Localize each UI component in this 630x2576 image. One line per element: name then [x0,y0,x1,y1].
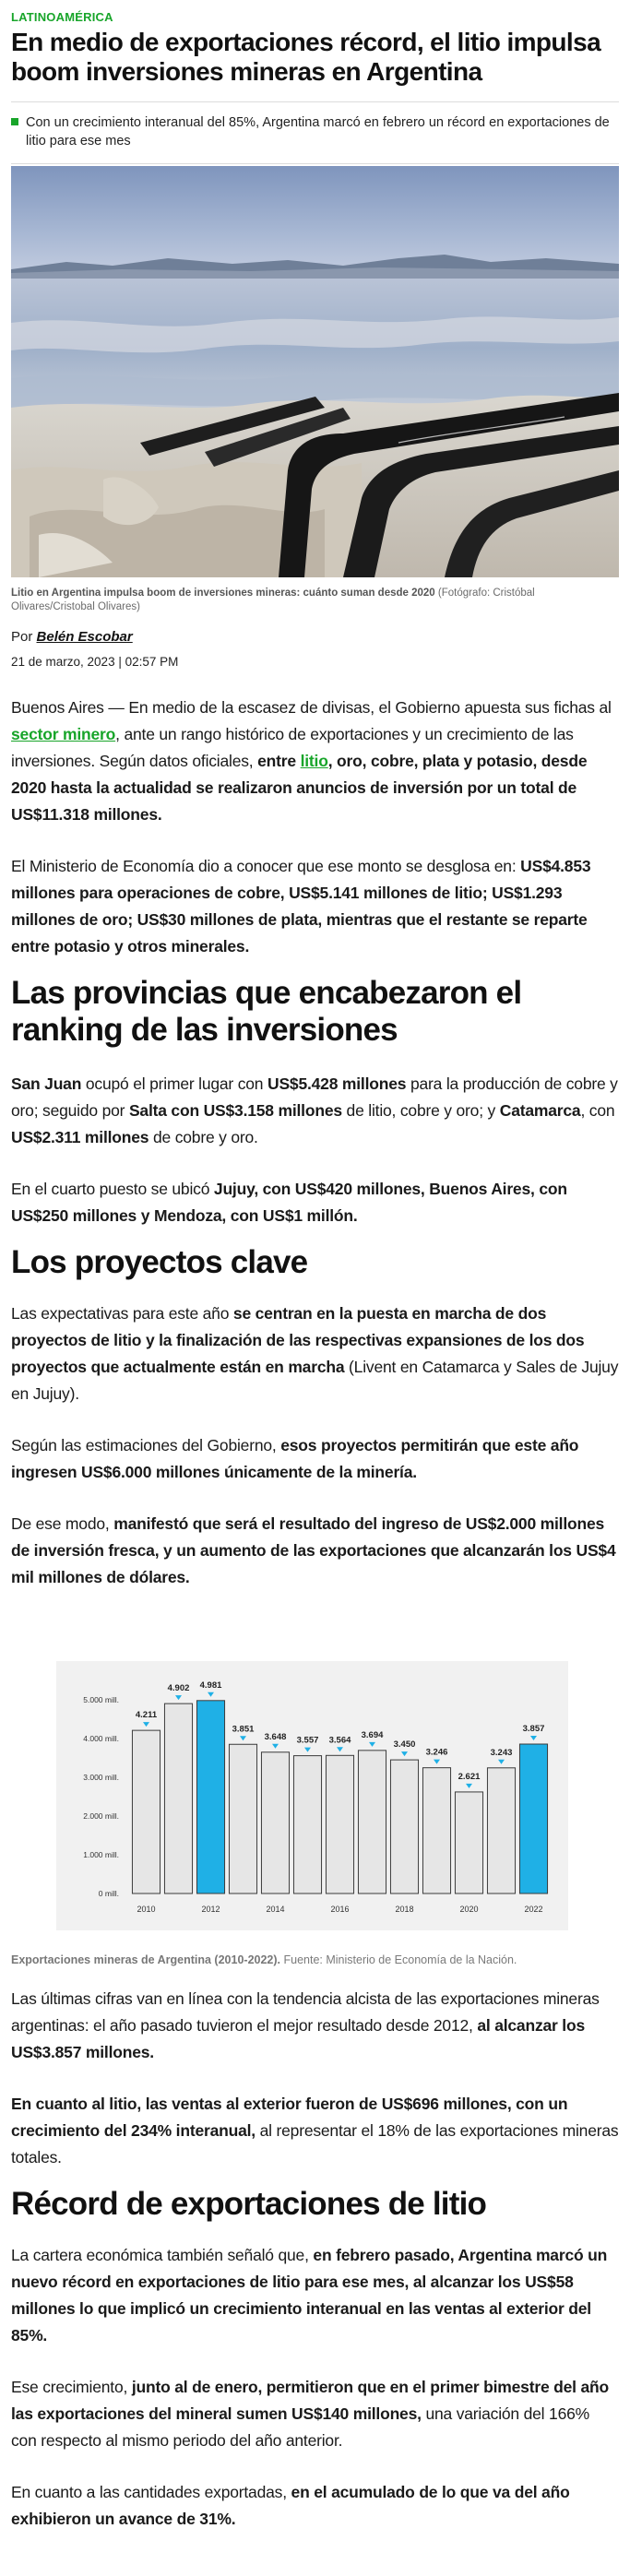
bar-2010 [132,1730,160,1893]
bar-value-label: 3.564 [328,1735,351,1746]
text-bold: manifestó que será el resultado del ingreso de US$2.000 millones de inversión fresca, y un aumento de las exportaciones que alcanzarán los US$4 mil millones de dólares. [11,1514,616,1586]
text: Las últimas cifras van en línea con la tendencia alcista de las exportaciones mineras argentinas: el año pasado tuvieron el mejor resultado desde 2012, [11,1989,600,2035]
article-subhead: Con un crecimiento interanual del 85%, Argentina marcó en febrero un récord en exportaciones de litio para ese mes [26,115,610,148]
chart-svg [56,1661,568,1930]
text-bold: , oro, cobre, plata y potasio, desde 2020 hasta la actualidad se realizaron anuncios de inversión por un total de US$11.318 millones. [11,752,588,824]
text-bold: se centran en la puesta en marcha de dos proyectos de litio y la finalización de las respectivas expansiones de los dos proyectos que actualmente están en marcha [11,1304,585,1376]
bar-2016 [326,1755,353,1893]
bar-value-label: 3.857 [522,1724,545,1735]
sector-minero-link[interactable]: sector minero [11,725,116,743]
triangle-marker-icon [434,1760,440,1764]
bar-2021 [487,1768,515,1893]
salt-flat-photo [11,166,619,577]
bar-2011 [164,1703,192,1893]
bar-2015 [293,1756,321,1893]
bar-2013 [229,1744,256,1893]
litio-link[interactable]: litio [300,752,328,770]
bar-2019 [422,1768,450,1893]
paragraph-8 [11,1986,619,2066]
text: Ese crecimiento, [11,2378,132,2396]
bar-2014 [261,1752,289,1893]
section-heading-provincias: Las provincias que encabezaron el ranking de las inversiones [11,975,522,1048]
x-tick-label: 2022 [524,1905,543,1914]
paragraph-12 [11,2479,619,2533]
text: ocupó el primer lugar con [81,1074,267,1093]
paragraph-11 [11,2374,619,2454]
y-tick-label: 1.000 mill. [83,1850,119,1859]
section-tag-link[interactable]: LATINOAMÉRICA [11,10,113,24]
byline [11,629,619,645]
text: una variación del 166% con respecto al mismo periodo del año anterior. [11,2404,589,2450]
y-tick-label: 4.000 mill. [83,1734,119,1743]
text-bold: esos proyectos permitirán que este año ingresen US$6.000 millones únicamente de la minería. [11,1436,579,1481]
text-bold: US$2.311 millones [11,1128,149,1146]
triangle-marker-icon [175,1695,182,1700]
text-bold: junto al de enero, permitieron que en el primer bimestre del año las exportaciones del mineral sumen US$140 millones, [11,2378,610,2423]
text-bold: US$4.853 millones para operaciones de cobre, US$5.141 millones de litio; US$1.293 millones de oro; US$30 millones de plata, mientras que el restante se reparte entre potasio y otros minerales. [11,857,591,956]
triangle-marker-icon [240,1736,246,1740]
text-bold: al alcanzar los US$3.857 millones. [11,2016,585,2061]
triangle-marker-icon [498,1760,505,1764]
y-tick-label: 0 mill. [98,1889,119,1898]
text-bold: en el acumulado de lo que va del año exhibieron un avance de 31%. [11,2483,570,2528]
section-heading-record: Récord de exportaciones de litio [11,2186,487,2222]
y-tick-label: 2.000 mill. [83,1811,119,1821]
bar-value-label: 2.621 [458,1771,481,1782]
chart-caption-source: Fuente: Ministerio de Economía de la Nación. [280,1953,517,1966]
text: al representar el 18% de las exportaciones mineras totales. [11,2121,619,2166]
text-bold: Jujuy, con US$420 millones, Buenos Aires, con US$250 millones y Mendoza, con US$1 millón. [11,1180,567,1225]
triangle-marker-icon [466,1784,472,1788]
y-tick-label: 3.000 mill. [83,1773,119,1782]
text: para la producción de cobre y oro; seguido por [11,1074,618,1120]
text: de cobre y oro. [149,1128,258,1146]
paragraph-4 [11,1176,619,1229]
paragraph-9 [11,2091,619,2171]
text: La cartera económica también señaló que, [11,2246,314,2264]
triangle-marker-icon [272,1744,279,1749]
text: (Livent en Catamarca y Sales de Jujuy en Jujuy). [11,1358,619,1403]
bar-value-label: 3.450 [393,1739,416,1751]
text: En el cuarto puesto se ubicó [11,1180,214,1198]
divider [11,163,619,164]
section-heading-proyectos: Los proyectos clave [11,1244,308,1280]
paragraph-1 [11,694,619,828]
triangle-marker-icon [304,1748,311,1752]
bar-2020 [455,1792,482,1893]
x-tick-label: 2014 [266,1905,285,1914]
text: El Ministerio de Economía dio a conocer que ese monto se desglosa en: [11,857,521,875]
text: , con [580,1101,615,1120]
text-bold: Catamarca [499,1101,581,1120]
publish-date: 21 de marzo, 2023 | 02:57 PM [11,655,179,669]
text: Según las estimaciones del Gobierno, [11,1436,281,1454]
bullet-square-icon [11,118,18,125]
paragraph-6 [11,1432,619,1486]
triangle-marker-icon [208,1692,214,1697]
triangle-marker-icon [143,1722,149,1727]
bar-2018 [390,1760,418,1893]
bar-value-label: 3.557 [296,1735,319,1746]
image-caption-title: Litio en Argentina impulsa boom de inversiones mineras: cuánto suman desde 2020 [11,588,435,599]
bar-2012 [196,1701,224,1893]
y-tick-label: 5.000 mill. [83,1695,119,1704]
text-bold: Salta con US$3.158 millones [128,1101,342,1120]
x-tick-label: 2020 [459,1905,479,1914]
bar-2017 [358,1751,386,1893]
triangle-marker-icon [337,1747,343,1751]
bar-value-label: 3.694 [361,1729,384,1740]
triangle-marker-icon [369,1742,375,1747]
hero-image [11,166,619,577]
triangle-marker-icon [401,1751,408,1756]
bar-value-label: 4.981 [199,1680,222,1691]
bar-value-label: 4.211 [135,1710,158,1721]
bar-value-label: 4.902 [167,1683,190,1694]
bar-2022 [519,1744,547,1893]
text: En cuanto a las cantidades exportadas, [11,2483,291,2501]
image-caption-credit: (Fotógrafo: Cristóbal Olivares/Cristobal Olivares) [11,588,535,612]
bar-value-label: 3.243 [490,1747,513,1758]
x-tick-label: 2012 [201,1905,220,1914]
text: , ante un rango histórico de exportaciones y un crecimiento de las inversiones. Según datos oficiales, [11,725,574,770]
paragraph-3 [11,1071,619,1151]
x-tick-label: 2016 [330,1905,350,1914]
article-headline: En medio de exportaciones récord, el litio impulsa boom inversiones mineras en Argentina [11,28,601,86]
triangle-marker-icon [530,1736,537,1740]
author-link[interactable]: Belén Escobar [36,629,133,645]
paragraph-10 [11,2242,619,2349]
text-bold: US$5.428 millones [267,1074,407,1093]
paragraph-2 [11,853,619,960]
text: Buenos Aires — En medio de la escasez de divisas, el Gobierno apuesta sus fichas al [11,698,612,717]
text: Las expectativas para este año [11,1304,233,1323]
exports-bar-chart [56,1661,568,1930]
bar-value-label: 3.648 [264,1731,287,1742]
byline-prefix: Por [11,629,33,645]
x-tick-label: 2018 [395,1905,414,1914]
text: De ese modo, [11,1514,114,1533]
text-bold: entre [257,752,301,770]
text-bold: en febrero pasado, Argentina marcó un nuevo récord en exportaciones de litio para ese mes, al alcanzar los US$58 millones lo que implicó un crecimiento interanual en las ventas al exterior del 85%. [11,2246,608,2345]
bar-value-label: 3.246 [425,1747,448,1758]
text: de litio, cobre y oro; y [341,1101,500,1120]
paragraph-7 [11,1511,619,1591]
text-bold: San Juan [11,1074,82,1093]
x-tick-label: 2010 [137,1905,156,1914]
chart-caption [11,1953,619,1967]
image-caption [11,587,619,614]
bar-value-label: 3.851 [232,1724,255,1735]
text-bold: En cuanto al litio, las ventas al exterior fueron de US$696 millones, con un crecimiento del 234% interanual, [11,2095,568,2140]
chart-caption-title: Exportaciones mineras de Argentina (2010-2022). [11,1953,281,1966]
paragraph-5 [11,1300,619,1407]
subhead-row [11,102,619,163]
